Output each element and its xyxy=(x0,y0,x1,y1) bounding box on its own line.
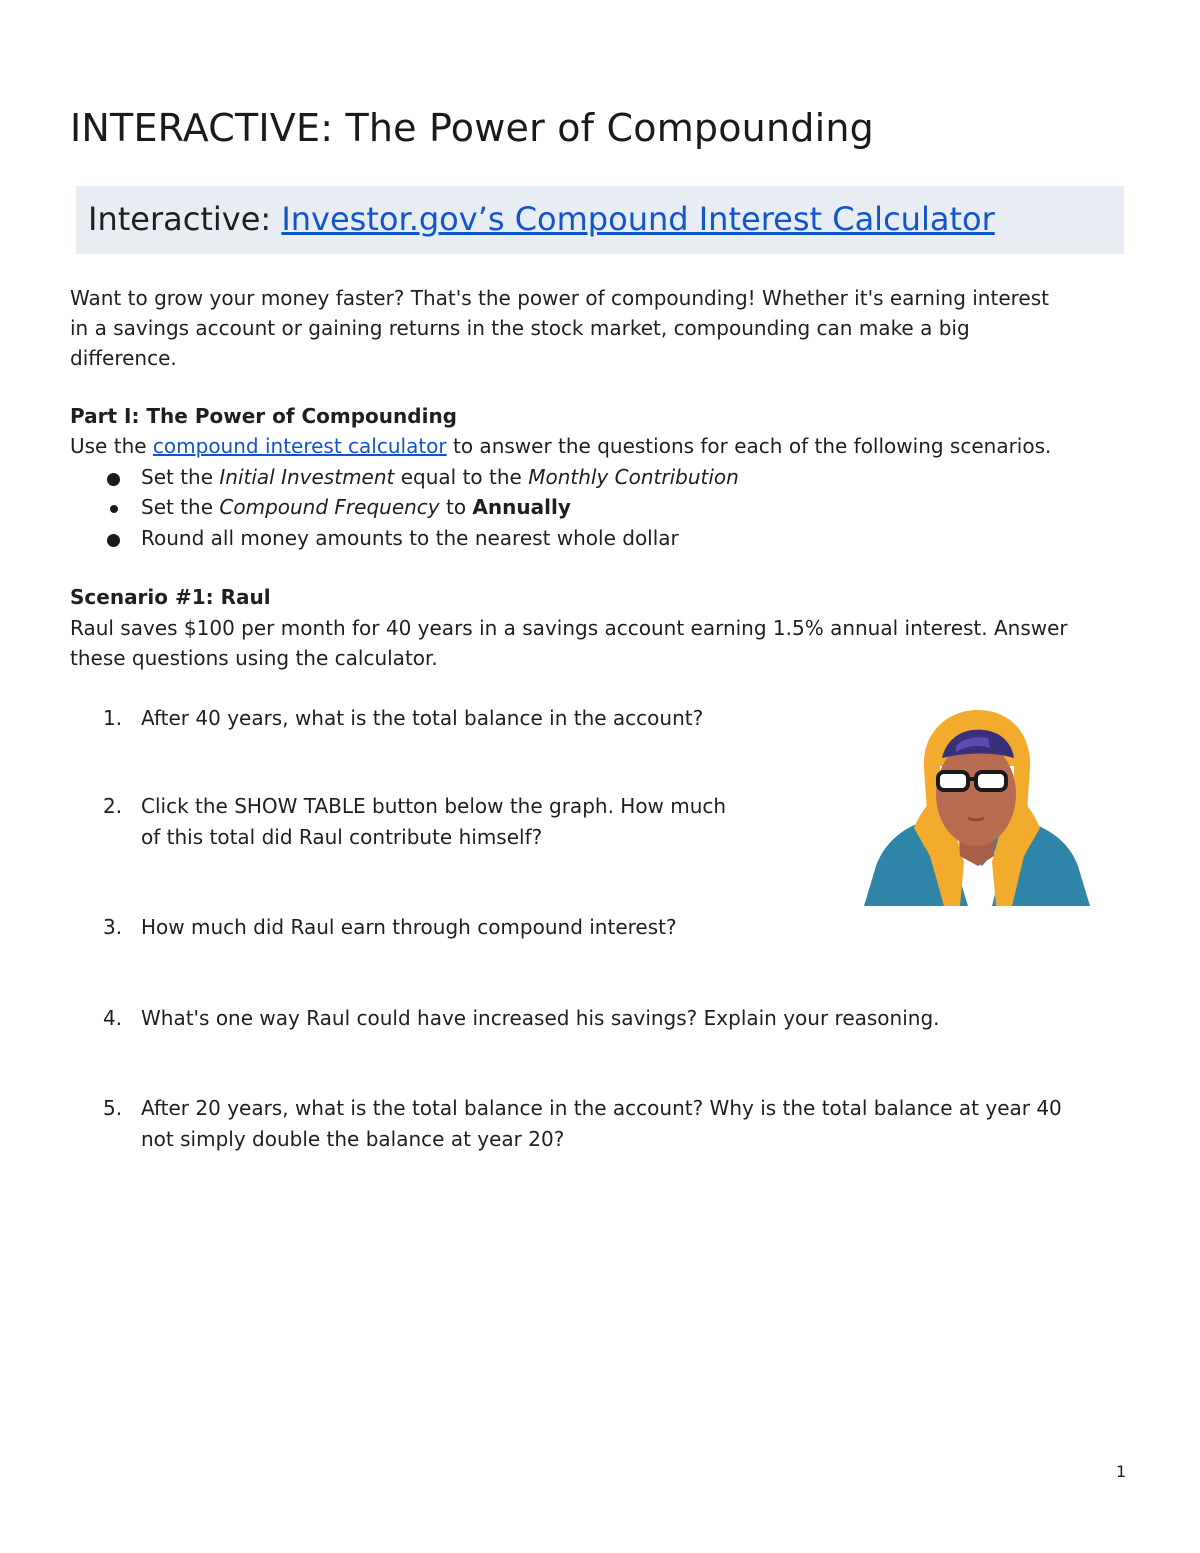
intro-line-3: difference. xyxy=(70,346,177,370)
bullet-text: equal to the xyxy=(394,465,529,489)
intro-line-2: in a savings account or gaining returns in the stock market, compounding can make a big xyxy=(70,316,970,340)
scenario-heading: Scenario #1: Raul xyxy=(70,585,271,609)
instr-suffix: to answer the questions for each of the following scenarios. xyxy=(446,434,1052,458)
part1-heading: Part I: The Power of Compounding xyxy=(70,404,458,428)
compound-interest-calculator-link[interactable]: compound interest calculator xyxy=(152,434,447,458)
bullet-item-2 xyxy=(141,492,571,522)
interactive-callout-box xyxy=(76,186,1124,254)
bullet-text: Set the xyxy=(141,495,220,519)
question-4 xyxy=(103,1003,940,1034)
scenario-line-1: Raul saves $100 per month for 40 years in a savings account earning 1.5% annual interest. Answer xyxy=(70,616,1068,640)
page-title: INTERACTIVE: The Power of Compounding xyxy=(70,106,874,150)
raul-avatar-illustration xyxy=(864,706,1090,906)
bullet-text: Set the xyxy=(141,465,220,489)
bullet-italic: Monthly Contribution xyxy=(528,465,739,489)
sunglasses-lens-left xyxy=(938,772,968,790)
question-1 xyxy=(103,703,704,734)
bullet-item-3 xyxy=(141,523,679,553)
bullet-text: to xyxy=(439,495,473,519)
bullet-icon xyxy=(107,473,120,486)
bullet-icon xyxy=(110,505,118,513)
question-number: 5. xyxy=(103,1096,123,1120)
bullet-italic: Initial Investment xyxy=(219,465,395,489)
bullet-text: Round all money amounts to the nearest whole dollar xyxy=(141,526,679,550)
callout-prefix: Interactive: xyxy=(88,200,282,238)
question-text: How much did Raul earn through compound interest? xyxy=(141,915,677,939)
question-5 xyxy=(103,1093,1062,1154)
question-3 xyxy=(103,912,677,943)
question-text: After 40 years, what is the total balance in the account? xyxy=(141,706,704,730)
scenario-line-2: these questions using the calculator. xyxy=(70,646,438,670)
question-text-cont: not simply double the balance at year 20? xyxy=(141,1126,565,1151)
sunglasses-bridge xyxy=(966,777,978,781)
part1-instructions xyxy=(70,431,1051,462)
question-number: 2. xyxy=(103,794,123,818)
sunglasses-lens-right xyxy=(976,772,1006,790)
face-shape xyxy=(936,742,1016,846)
question-number: 4. xyxy=(103,1006,123,1030)
intro-line-1: Want to grow your money faster? That's the power of compounding! Whether it's earning interest xyxy=(70,286,1049,310)
bullet-icon xyxy=(107,534,120,547)
page-number: 1 xyxy=(1116,1462,1127,1481)
question-text: What's one way Raul could have increased his savings? Explain your reasoning. xyxy=(141,1006,940,1030)
question-number: 3. xyxy=(103,915,123,939)
bullet-item-1 xyxy=(141,462,739,492)
question-2 xyxy=(103,791,727,852)
question-text: Click the SHOW TABLE button below the graph. How much xyxy=(141,794,727,818)
bullet-bold: Annually xyxy=(472,495,571,519)
question-text: After 20 years, what is the total balance in the account? Why is the total balance at year 40 xyxy=(141,1096,1062,1120)
bullet-italic: Compound Frequency xyxy=(219,495,440,519)
question-number: 1. xyxy=(103,706,123,730)
question-text-cont: of this total did Raul contribute himself? xyxy=(141,824,543,849)
instr-prefix: Use the xyxy=(70,434,153,458)
calculator-link[interactable]: Investor.gov’s Compound Interest Calculator xyxy=(281,200,995,238)
